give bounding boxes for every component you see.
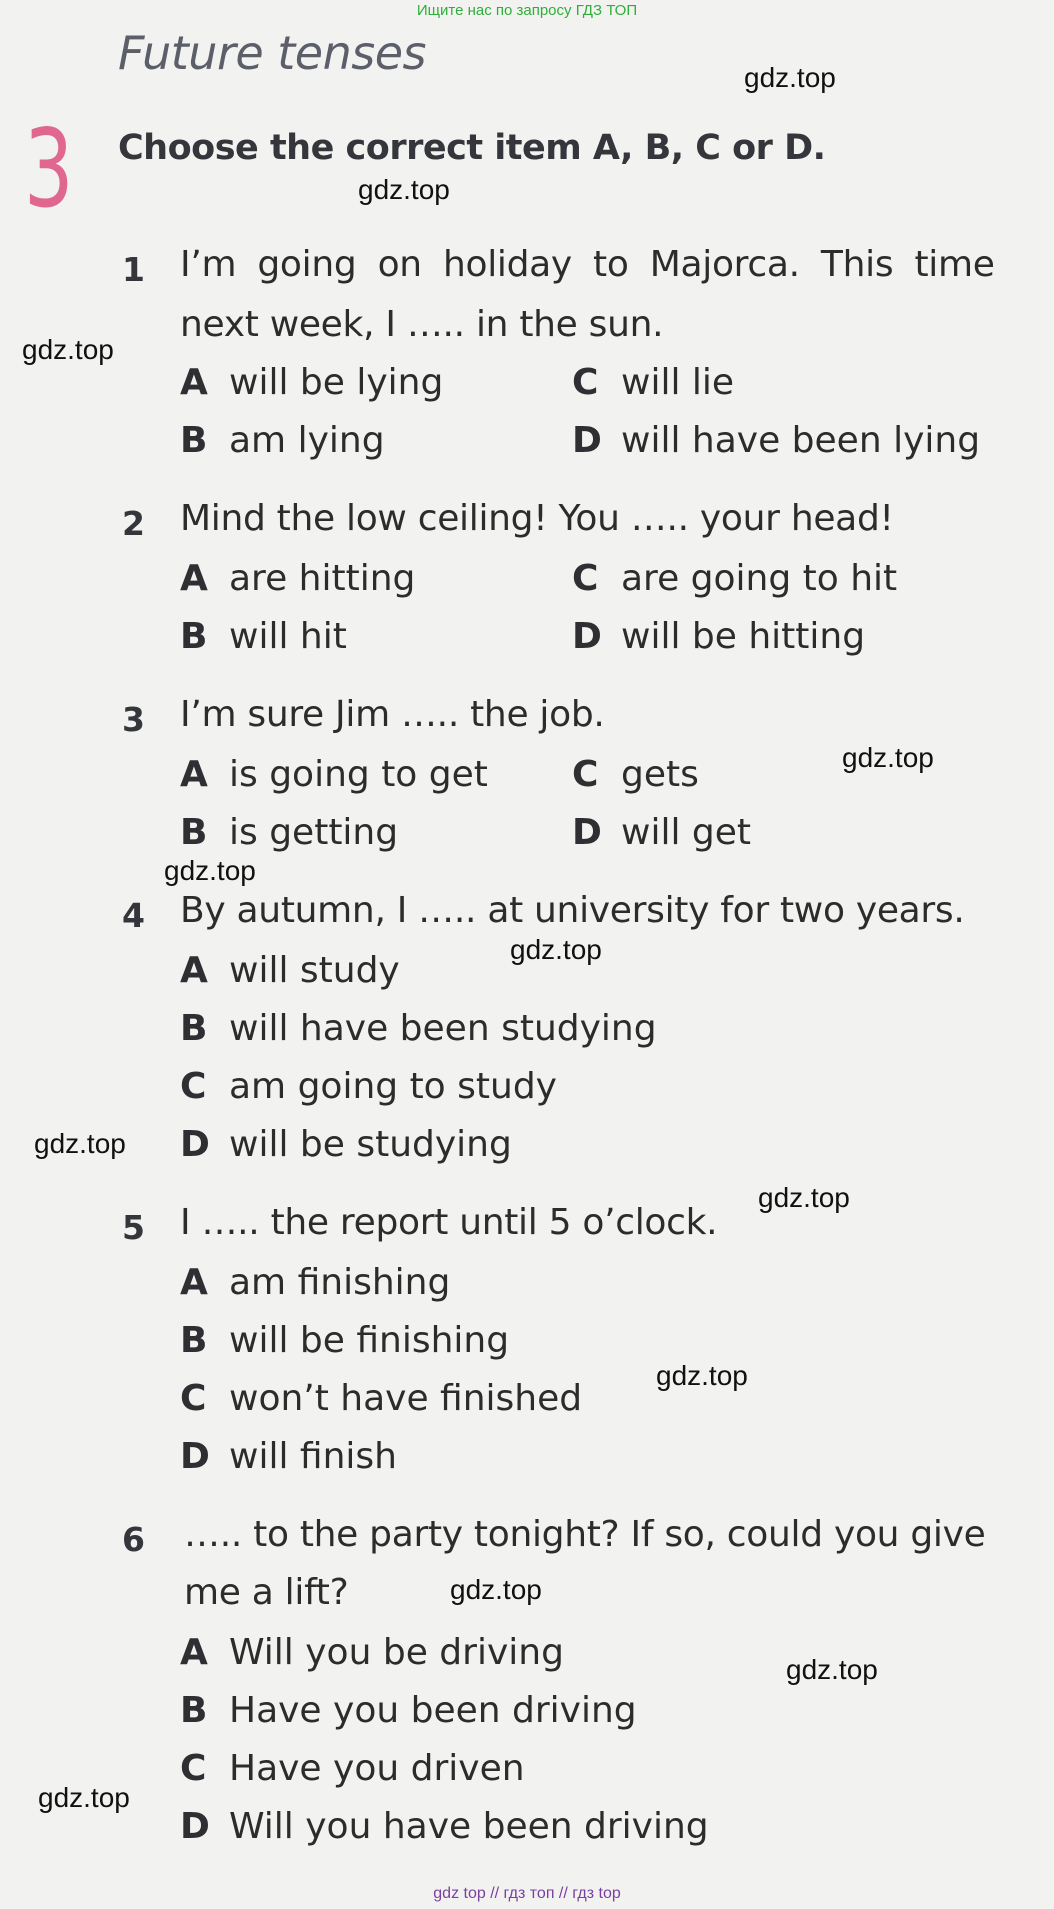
option-d (572, 420, 980, 461)
option-c (572, 362, 734, 403)
option-text: will hit (229, 616, 347, 657)
option-text: will study (229, 950, 400, 991)
option-text: will lie (621, 362, 735, 403)
option-letter: A (180, 754, 208, 795)
option-text: Have you driven (229, 1748, 525, 1789)
option-letter: B (180, 812, 208, 853)
option-letter: B (180, 1008, 208, 1049)
option-letter: C (572, 558, 599, 599)
option-letter: A (180, 950, 208, 991)
question-number: 3 (122, 700, 145, 739)
watermark: gdz.top (450, 1574, 542, 1605)
option-text: will be hitting (621, 616, 866, 657)
option-text: am finishing (229, 1262, 451, 1303)
option-text: won’t have finished (229, 1378, 583, 1419)
option-c (572, 558, 897, 599)
option-letter: D (180, 1436, 210, 1477)
option-text: Will you be driving (229, 1632, 564, 1673)
option-letter: D (180, 1124, 210, 1165)
option-b (180, 616, 347, 657)
watermark: gdz.top (34, 1128, 126, 1159)
watermark: gdz.top (164, 855, 256, 886)
option-letter: C (572, 362, 599, 403)
option-letter: C (180, 1378, 207, 1419)
option-text: gets (621, 754, 699, 795)
option-a (180, 1262, 450, 1303)
watermark: gdz.top (22, 334, 114, 365)
option-text: Have you been driving (229, 1690, 637, 1731)
option-text: will finish (229, 1436, 397, 1477)
question-text-line2: me a lift? (184, 1572, 349, 1613)
option-letter: A (180, 1632, 208, 1673)
option-a (180, 362, 443, 403)
option-letter: D (572, 616, 602, 657)
option-d (180, 1806, 709, 1847)
question-text: Mind the low ceiling! You ….. your head! (180, 498, 894, 539)
option-letter: D (572, 420, 602, 461)
option-letter: C (180, 1066, 207, 1107)
watermark: gdz.top (744, 62, 836, 93)
question-text: I ….. the report until 5 o’clock. (180, 1202, 718, 1243)
option-letter: C (572, 754, 599, 795)
question-number: 6 (122, 1520, 145, 1559)
option-d (572, 616, 865, 657)
option-text: Will you have been driving (229, 1806, 709, 1847)
watermark: gdz.top (786, 1654, 878, 1685)
option-c (180, 1378, 582, 1419)
option-letter: B (180, 420, 208, 461)
option-text: will have been studying (229, 1008, 657, 1049)
top-banner: Ищите нас по запросу ГДЗ ТОП (416, 2, 638, 19)
option-b (180, 420, 385, 461)
option-a (180, 558, 415, 599)
option-c (180, 1066, 557, 1107)
option-text: are hitting (229, 558, 416, 599)
bottom-banner: gdz top // гдз топ // гдз top (433, 1885, 621, 1902)
option-letter: D (180, 1806, 210, 1847)
option-text: will be studying (229, 1124, 512, 1165)
watermark: gdz.top (842, 742, 934, 773)
section-title: Future tenses (118, 26, 426, 80)
option-a (180, 754, 488, 795)
option-letter: B (180, 1690, 208, 1731)
option-a (180, 1632, 564, 1673)
option-b (180, 1690, 637, 1731)
option-letter: A (180, 362, 208, 403)
question-number: 1 (122, 250, 145, 289)
option-c (180, 1748, 525, 1789)
question-text: ….. to the party tonight? If so, could you give (184, 1514, 986, 1555)
show-through-text (130, 330, 140, 365)
option-letter: A (180, 1262, 208, 1303)
watermark: gdz.top (38, 1782, 130, 1813)
option-text: are going to hit (621, 558, 898, 599)
exercise-number: 3 (24, 107, 74, 232)
question-text: I’m going on holiday to Majorca. This time (180, 244, 995, 285)
watermark: gdz.top (510, 934, 602, 965)
option-letter: A (180, 558, 208, 599)
watermark: gdz.top (656, 1360, 748, 1391)
question-text: I’m sure Jim ….. the job. (180, 694, 605, 735)
option-letter: B (180, 616, 208, 657)
question-number: 5 (122, 1208, 145, 1247)
exercise-instruction: Choose the correct item A, B, C or D. (118, 128, 826, 168)
option-b (180, 1320, 509, 1361)
option-d (180, 1124, 512, 1165)
option-b (180, 812, 398, 853)
option-letter: C (180, 1748, 207, 1789)
question-number: 4 (122, 896, 145, 935)
question-text-line2: next week, I ….. in the sun. (180, 304, 664, 345)
option-letter: B (180, 1320, 208, 1361)
watermark: gdz.top (758, 1182, 850, 1213)
option-text: is getting (229, 812, 399, 853)
option-b (180, 1008, 657, 1049)
option-d (572, 812, 751, 853)
question-text: By autumn, I ….. at university for two years. (180, 890, 965, 931)
option-text: am going to study (229, 1066, 557, 1107)
option-text: will be finishing (229, 1320, 510, 1361)
option-letter: D (572, 812, 602, 853)
option-text: will be lying (229, 362, 444, 403)
option-text: is going to get (229, 754, 488, 795)
option-text: will have been lying (621, 420, 981, 461)
watermark: gdz.top (358, 174, 450, 205)
question-number: 2 (122, 504, 145, 543)
option-text: will get (621, 812, 752, 853)
option-d (180, 1436, 397, 1477)
option-a (180, 950, 400, 991)
option-c (572, 754, 699, 795)
option-text: am lying (229, 420, 385, 461)
